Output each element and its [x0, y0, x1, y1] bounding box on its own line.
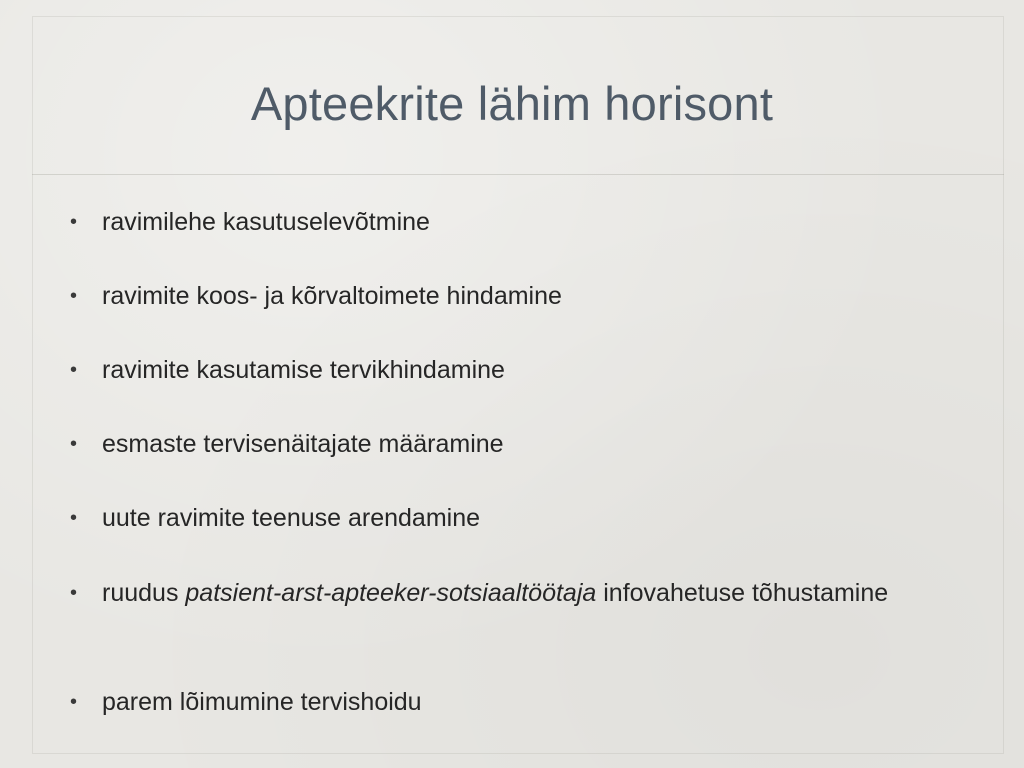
- bullet-item: [70, 576, 930, 611]
- bullet-item: [70, 427, 930, 462]
- bullet-text: ravimite koos- ja kõrvaltoimete hindamine: [102, 282, 562, 310]
- bullet-text-suffix: infovahetuse tõhustamine: [603, 579, 889, 607]
- bullet-text: uute ravimite teenuse arendamine: [102, 504, 481, 532]
- slide-title: Apteekrite lähim horisont: [250, 77, 774, 130]
- bullet-dot-icon: •: [70, 211, 78, 233]
- bullet-text-italic: patsient-arst-apteeker-sotsiaaltöötaja: [185, 579, 597, 607]
- bullet-text: ravimilehe kasutuselevõtmine: [102, 208, 430, 236]
- bullet-text: [102, 576, 930, 611]
- bullet-text: parem lõimumine tervishoidu: [102, 688, 422, 716]
- bullet-dot-icon: •: [70, 285, 78, 307]
- bullet-item: [70, 205, 930, 240]
- title-divider: [32, 174, 1004, 175]
- bullet-text-prefix: ruudus: [102, 579, 179, 607]
- bullet-text: esmaste tervisenäitajate määramine: [102, 430, 504, 458]
- bullet-dot-icon: •: [70, 691, 78, 713]
- bullet-dot-icon: •: [70, 582, 78, 604]
- bullet-text: ravimite kasutamise tervikhindamine: [102, 356, 505, 384]
- bullet-item: [70, 279, 930, 314]
- bullet-dot-icon: •: [70, 359, 78, 381]
- bullet-item: [70, 353, 930, 388]
- bullet-item: [70, 501, 930, 536]
- bullet-dot-icon: •: [70, 507, 78, 529]
- bullet-dot-icon: •: [70, 433, 78, 455]
- bullet-item: [70, 685, 930, 720]
